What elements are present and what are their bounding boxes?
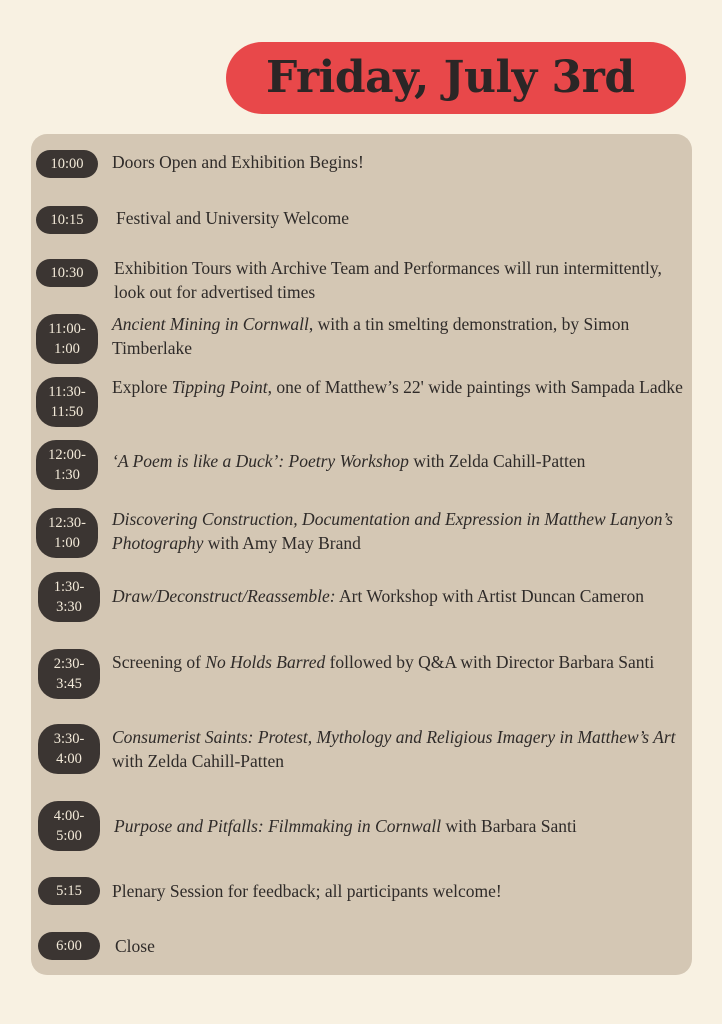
time-badge xyxy=(36,206,98,234)
time-badge xyxy=(36,377,98,427)
event-text: Festival and University Welcome xyxy=(116,208,350,228)
time-start: 2:30- xyxy=(53,656,85,672)
event-text: Plenary Session for feedback; all participants welcome! xyxy=(112,881,502,901)
time-end: 4:00 xyxy=(56,751,82,767)
time-end: 1:30 xyxy=(54,467,80,483)
event-text: with Zelda Cahill-Patten xyxy=(112,751,285,771)
event-title: No Holds Barred xyxy=(205,652,326,672)
event-description xyxy=(112,375,687,399)
time-end: 5:00 xyxy=(56,828,82,844)
event-description xyxy=(112,650,687,674)
event-description xyxy=(112,879,687,903)
time-badge xyxy=(36,259,98,287)
time-badge xyxy=(36,314,98,364)
event-title: Ancient Mining in Cornwall xyxy=(112,314,309,334)
time-end: 3:45 xyxy=(56,676,82,692)
time-start: 10:00 xyxy=(50,156,84,172)
page-title: Friday, July 3rd xyxy=(266,52,635,103)
event-description xyxy=(114,256,689,304)
event-text: with Zelda Cahill-Patten xyxy=(408,451,586,471)
time-badge xyxy=(38,724,100,774)
event-title: Purpose and Pitfalls: Filmmaking in Cornwall xyxy=(114,816,442,836)
time-start: 3:30- xyxy=(53,731,85,747)
event-description xyxy=(114,814,689,838)
event-text: , with a tin smelting demonstration, by Simon Timberlake xyxy=(112,314,630,358)
time-badge xyxy=(38,932,100,960)
schedule-panel xyxy=(31,134,692,975)
time-start: 4:00- xyxy=(53,808,85,824)
time-badge xyxy=(36,150,98,178)
event-text: with Amy May Brand xyxy=(203,533,361,553)
time-start: 12:30- xyxy=(48,515,86,531)
time-start: 5:15 xyxy=(56,883,82,899)
time-badge xyxy=(38,649,100,699)
event-text: Explore xyxy=(112,377,172,397)
time-badge xyxy=(38,877,100,905)
time-start: 11:00- xyxy=(48,321,86,337)
event-text: Doors Open and Exhibition Begins! xyxy=(112,152,364,172)
event-description xyxy=(112,449,687,473)
time-start: 12:00- xyxy=(48,447,86,463)
time-start: 6:00 xyxy=(56,938,82,954)
event-description xyxy=(112,584,692,608)
title-banner xyxy=(226,42,686,114)
event-description xyxy=(112,150,687,174)
event-title: ‘A Poem is like a Duck’: Poetry Workshop xyxy=(112,451,409,471)
time-end: 3:30 xyxy=(56,599,82,615)
event-title: Consumerist Saints: Protest, Mythology and Religious Imagery in Matthew’s Art xyxy=(112,727,676,747)
event-text: Art Workshop with Artist Duncan Cameron xyxy=(335,586,644,606)
event-description xyxy=(112,507,687,555)
event-text: with Barbara Santi xyxy=(441,816,577,836)
time-start: 11:30- xyxy=(48,384,86,400)
event-title: Discovering Construction, Documentation and Expression in Matthew Lanyon’s Photography xyxy=(112,509,673,553)
event-description xyxy=(112,312,687,360)
event-title: Draw/Deconstruct/Reassemble: xyxy=(112,586,336,606)
event-description xyxy=(115,934,690,958)
time-badge xyxy=(36,508,98,558)
time-start: 10:15 xyxy=(50,212,84,228)
event-text: Screening of xyxy=(112,652,206,672)
event-text: followed by Q&A with Director Barbara Santi xyxy=(325,652,655,672)
time-end: 11:50 xyxy=(50,404,84,420)
time-start: 10:30 xyxy=(50,265,84,281)
time-end: 1:00 xyxy=(54,341,80,357)
event-text: Close xyxy=(115,936,155,956)
event-description xyxy=(116,206,691,230)
event-description xyxy=(112,725,687,773)
time-start: 1:30- xyxy=(53,579,85,595)
event-text: , one of Matthew’s 22' wide paintings with Sampada Ladke xyxy=(267,377,683,397)
event-text: Exhibition Tours with Archive Team and Performances will run intermittently, look out for advertised times xyxy=(114,258,662,302)
time-badge xyxy=(38,572,100,622)
event-title: Tipping Point xyxy=(171,377,268,397)
time-end: 1:00 xyxy=(54,535,80,551)
time-badge xyxy=(38,801,100,851)
time-badge xyxy=(36,440,98,490)
